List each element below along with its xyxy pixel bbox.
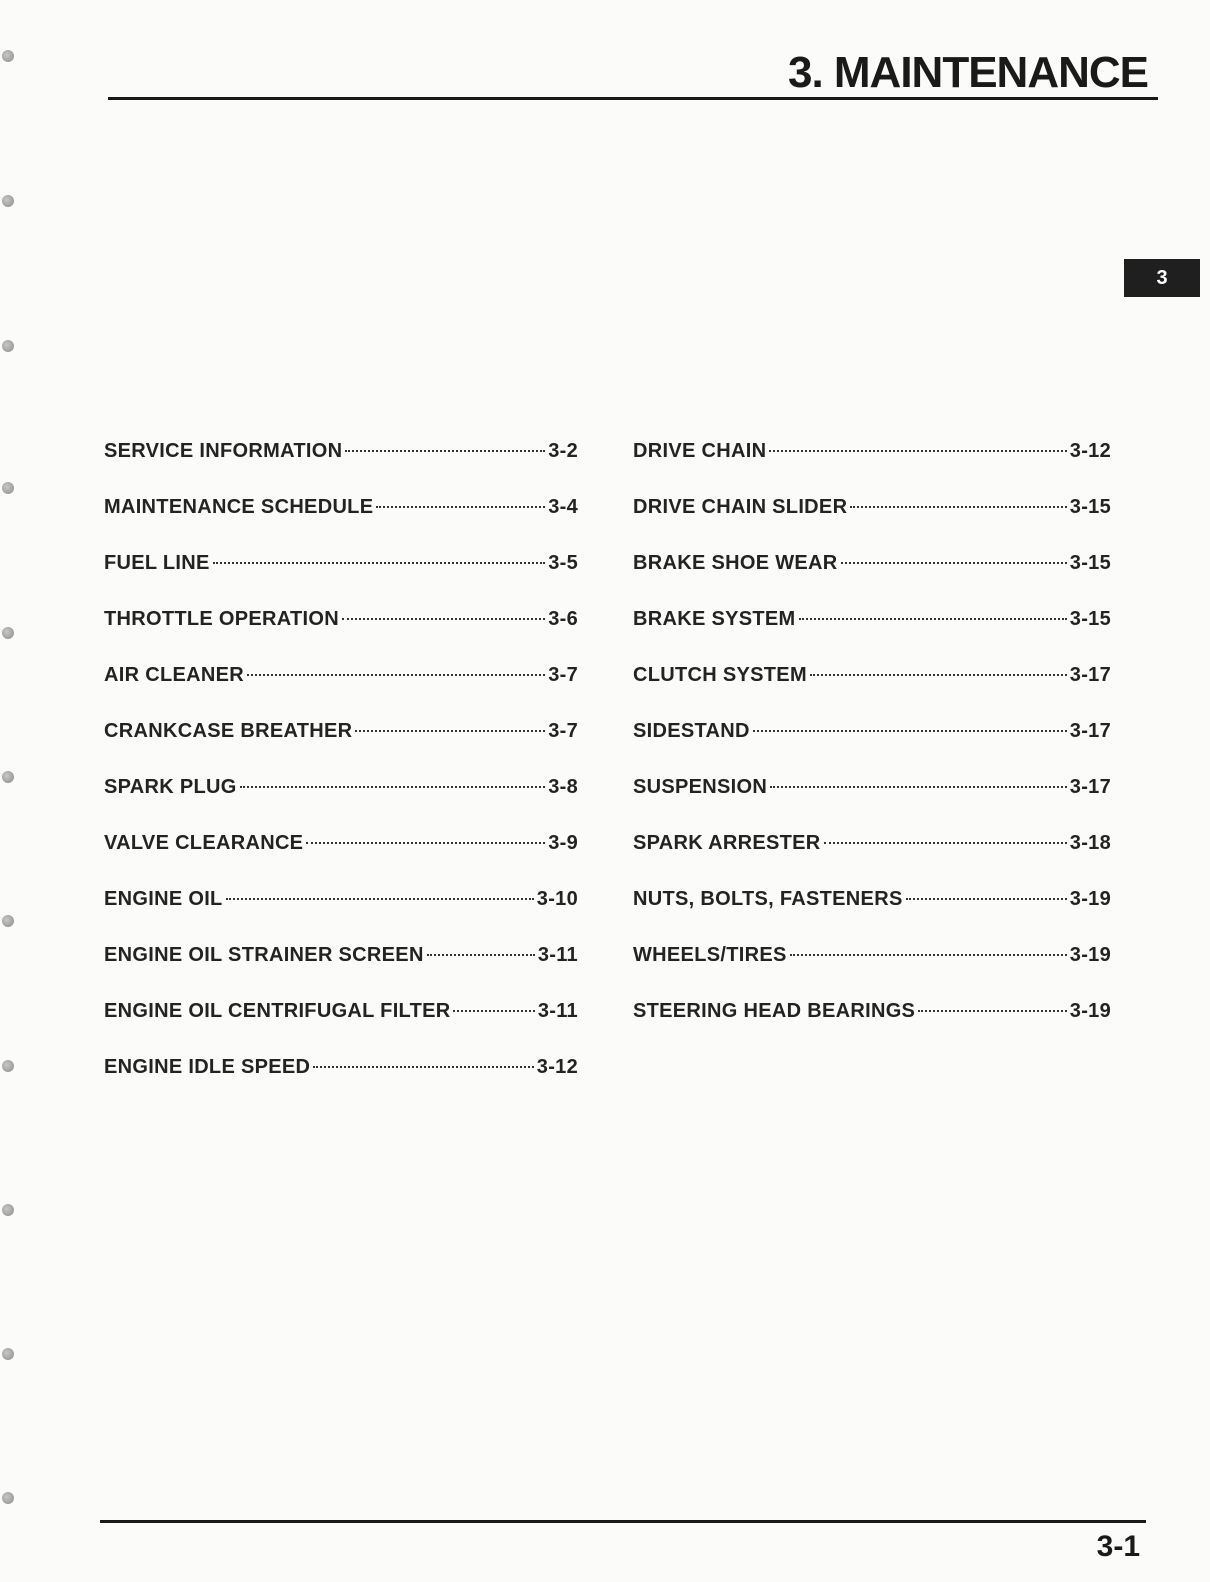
toc-entry-label: ENGINE OIL STRAINER SCREEN [104,944,424,966]
page-number: 3-1 [1096,1530,1140,1563]
binder-hole [2,340,14,352]
binder-hole [2,771,14,783]
toc-entry-page: 3-15 [1069,496,1111,518]
toc-entry-page: 3-10 [536,888,578,910]
toc-right-column [633,440,1111,1056]
toc-entry-label: THROTTLE OPERATION [104,608,340,630]
toc-entry-page: 3-5 [548,552,578,574]
toc-leader-dots [342,618,545,620]
toc-leader-dots [427,954,535,956]
toc-entry[interactable] [633,720,1111,776]
toc-entry[interactable] [633,776,1111,832]
toc-leader-dots [824,842,1067,844]
toc-entry-label: SERVICE INFORMATION [104,440,343,462]
toc-entry-page: 3-19 [1069,944,1111,966]
toc-leader-dots [810,674,1067,676]
toc-entry[interactable] [104,776,578,832]
toc-entry[interactable] [104,440,578,496]
toc-entry[interactable] [104,552,578,608]
toc-entry-page: 3-17 [1069,776,1111,798]
toc-entry[interactable] [633,608,1111,664]
toc-leader-dots [453,1010,534,1012]
toc-leader-dots [753,730,1067,732]
binder-hole [2,482,14,494]
toc-entry[interactable] [104,608,578,664]
toc-leader-dots [790,954,1067,956]
toc-leader-dots [850,506,1066,508]
binder-hole [2,195,14,207]
toc-entry-page: 3-9 [548,832,578,854]
toc-leader-dots [906,898,1067,900]
toc-entry[interactable] [633,664,1111,720]
toc-entry-label: VALVE CLEARANCE [104,832,304,854]
toc-leader-dots [226,898,534,900]
toc-entry-page: 3-19 [1069,1000,1111,1022]
binder-hole [2,50,14,62]
toc-entry-label: BRAKE SHOE WEAR [633,552,838,574]
toc-entry-label: DRIVE CHAIN SLIDER [633,496,848,518]
toc-entry-page: 3-6 [548,608,578,630]
toc-entry[interactable] [104,1000,578,1056]
toc-entry-page: 3-7 [548,720,578,742]
toc-leader-dots [376,506,545,508]
toc-entry-label: ENGINE IDLE SPEED [104,1056,311,1078]
toc-entry[interactable] [104,832,578,888]
toc-entry-page: 3-15 [1069,608,1111,630]
toc-entry[interactable] [633,440,1111,496]
toc-entry-page: 3-17 [1069,664,1111,686]
toc-left-column [104,440,578,1112]
toc-entry-label: NUTS, BOLTS, FASTENERS [633,888,903,910]
toc-entry-page: 3-11 [537,1000,578,1022]
toc-entry-label: MAINTENANCE SCHEDULE [104,496,374,518]
toc-entry[interactable] [633,944,1111,1000]
binder-hole [2,1204,14,1216]
toc-entry-label: DRIVE CHAIN [633,440,767,462]
toc-leader-dots [213,562,546,564]
toc-leader-dots [240,786,546,788]
section-tab: 3 [1124,259,1200,297]
toc-entry[interactable] [104,720,578,776]
binder-hole [2,915,14,927]
toc-entry-page: 3-8 [548,776,578,798]
toc-entry-label: SPARK PLUG [104,776,237,798]
toc-leader-dots [247,674,545,676]
toc-entry-label: FUEL LINE [104,552,210,574]
toc-entry-page: 3-12 [536,1056,578,1078]
toc-entry-page: 3-19 [1069,888,1111,910]
binder-hole [2,1348,14,1360]
toc-entry-label: WHEELS/TIRES [633,944,787,966]
toc-entry-label: SUSPENSION [633,776,768,798]
toc-entry-page: 3-15 [1069,552,1111,574]
toc-leader-dots [345,450,545,452]
toc-entry-page: 3-18 [1069,832,1111,854]
binder-hole [2,1060,14,1072]
toc-entry-page: 3-2 [548,440,578,462]
toc-entry[interactable] [633,832,1111,888]
toc-entry-label: SIDESTAND [633,720,750,742]
toc-leader-dots [769,450,1066,452]
toc-leader-dots [313,1066,534,1068]
toc-leader-dots [355,730,545,732]
toc-entry[interactable] [633,888,1111,944]
toc-entry-page: 3-4 [548,496,578,518]
toc-entry-label: AIR CLEANER [104,664,244,686]
toc-entry-page: 3-17 [1069,720,1111,742]
toc-entry[interactable] [104,664,578,720]
toc-leader-dots [918,1010,1067,1012]
toc-entry-label: CRANKCASE BREATHER [104,720,353,742]
toc-entry-label: STEERING HEAD BEARINGS [633,1000,916,1022]
toc-entry-label: ENGINE OIL CENTRIFUGAL FILTER [104,1000,451,1022]
toc-leader-dots [799,618,1067,620]
title-divider [108,97,1158,100]
binder-hole [2,627,14,639]
toc-entry-label: BRAKE SYSTEM [633,608,796,630]
toc-entry-page: 3-12 [1069,440,1111,462]
toc-leader-dots [306,842,545,844]
toc-entry[interactable] [633,552,1111,608]
toc-entry-label: ENGINE OIL [104,888,223,910]
toc-entry-label: CLUTCH SYSTEM [633,664,807,686]
binder-hole [2,1492,14,1504]
footer-divider [100,1520,1146,1523]
toc-entry-page: 3-11 [537,944,578,966]
toc-entry[interactable] [633,1000,1111,1056]
toc-leader-dots [841,562,1067,564]
toc-leader-dots [770,786,1067,788]
toc-entry[interactable] [633,496,1111,552]
toc-entry-page: 3-7 [548,664,578,686]
toc-entry[interactable] [104,888,578,944]
page-title: 3. MAINTENANCE [787,48,1148,97]
toc-entry-label: SPARK ARRESTER [633,832,821,854]
toc-entry[interactable] [104,1056,578,1112]
toc-entry[interactable] [104,496,578,552]
toc-entry[interactable] [104,944,578,1000]
